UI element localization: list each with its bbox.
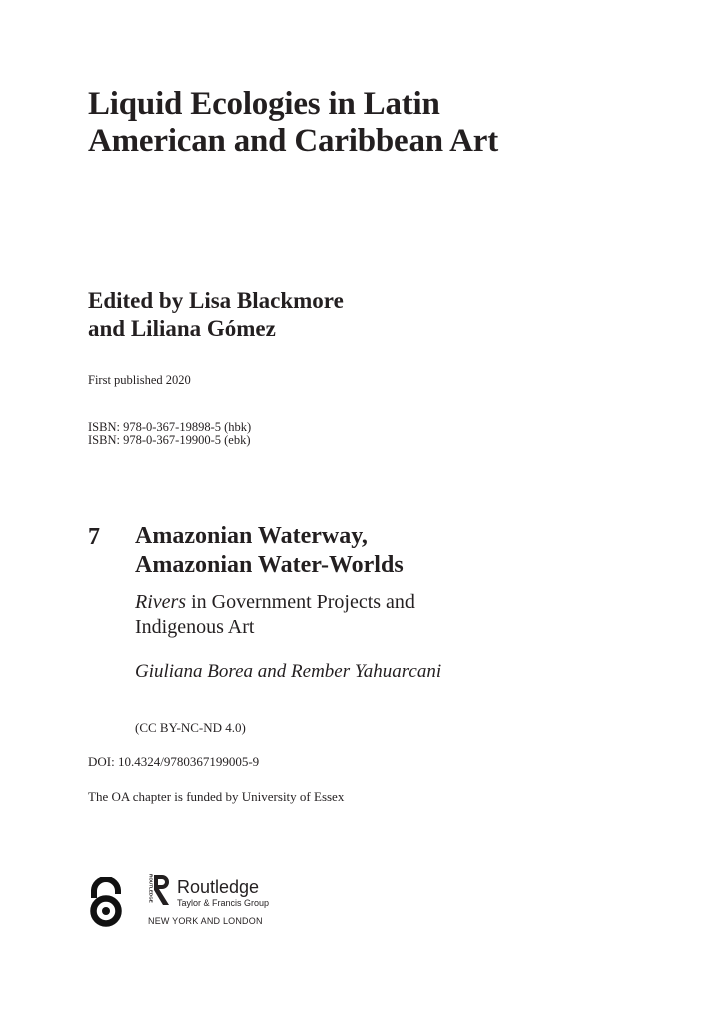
chapter-title xyxy=(135,522,404,580)
chapter-subtitle-italic: Rivers xyxy=(135,591,187,613)
publisher-group: Taylor & Francis Group xyxy=(177,898,270,908)
isbn-block xyxy=(88,421,251,447)
chapter-subtitle-line-2: Indigenous Art xyxy=(135,616,255,638)
chapter-subtitle xyxy=(135,590,415,640)
isbn-hbk: ISBN: 978-0-367-19898-5 (hbk) xyxy=(88,420,252,434)
book-editors xyxy=(88,287,344,343)
book-title-line-2: American and Caribbean Art xyxy=(88,123,499,159)
chapter-number: 7 xyxy=(88,524,100,550)
publisher-name: Routledge xyxy=(177,877,260,897)
chapter-title-line-2: Amazonian Water-Worlds xyxy=(135,552,404,578)
doi-link[interactable]: DOI: 10.4324/9780367199005-9 xyxy=(88,754,260,769)
routledge-logo-text: ROUTLEDGE xyxy=(148,874,154,903)
chapter-authors: Giuliana Borea and Rember Yahuarcani xyxy=(135,661,442,682)
editors-line-2: and Liliana Gómez xyxy=(88,316,276,341)
editors-line-1: Edited by Lisa Blackmore xyxy=(88,288,344,313)
book-title-line-1: Liquid Ecologies in Latin xyxy=(88,86,440,122)
chapter-subtitle-rest: in Government Projects and xyxy=(186,591,415,613)
publisher-cities: NEW YORK AND LONDON xyxy=(148,916,263,926)
license: (CC BY-NC-ND 4.0) xyxy=(135,720,246,735)
chapter-title-line-1: Amazonian Waterway, xyxy=(135,523,368,549)
routledge-logo-icon xyxy=(145,873,173,907)
chapter-subtitle-line-1 xyxy=(135,590,415,615)
first-published: First published 2020 xyxy=(88,373,191,387)
book-title xyxy=(88,86,498,160)
isbn-ebk: ISBN: 978-0-367-19900-5 (ebk) xyxy=(88,433,251,447)
funding-note: The OA chapter is funded by University of Essex xyxy=(88,789,345,804)
open-access-icon xyxy=(86,877,126,927)
